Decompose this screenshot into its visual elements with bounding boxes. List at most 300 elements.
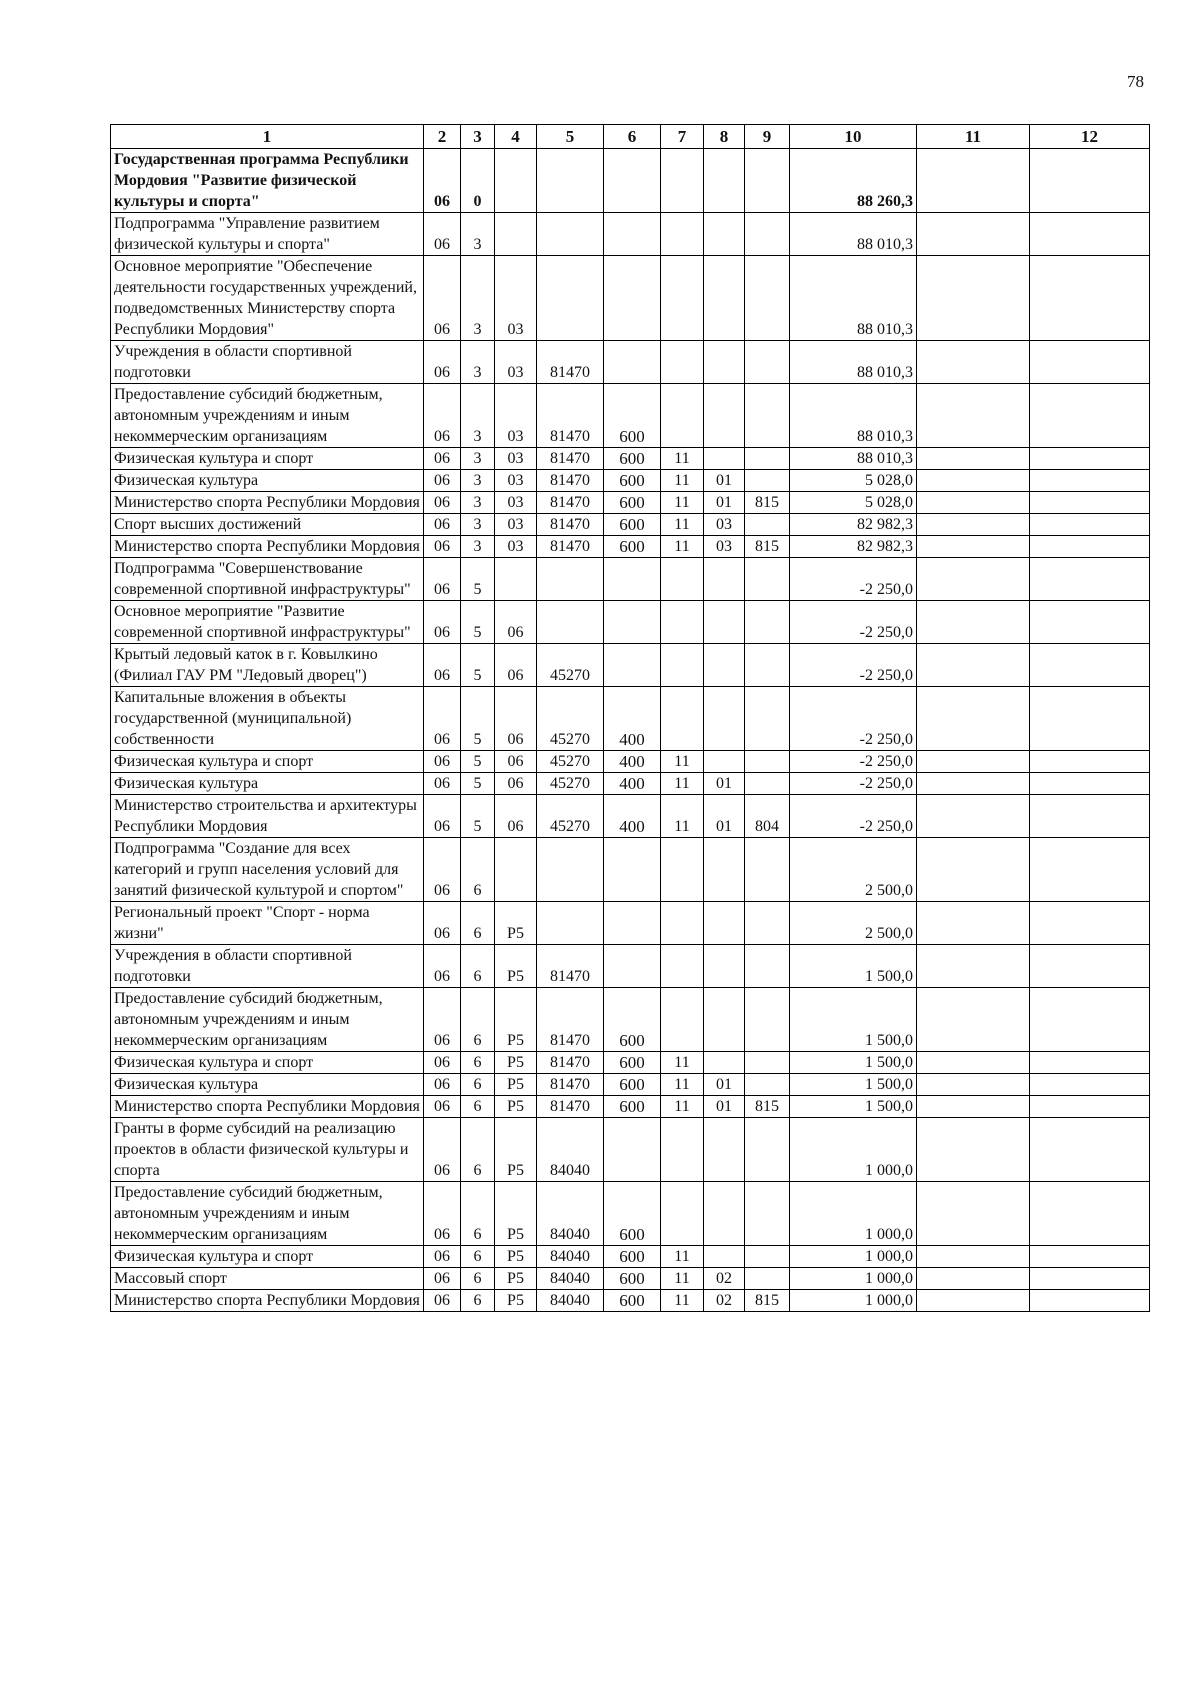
cell-col-6: 600 [604, 492, 661, 514]
cell-col-6 [604, 558, 661, 601]
cell-col-7: 11 [661, 795, 704, 838]
cell-col-12 [1030, 1182, 1150, 1246]
cell-col-8: 02 [704, 1268, 745, 1290]
cell-col-6 [604, 256, 661, 341]
table-header [111, 125, 1150, 149]
cell-col-2: 06 [424, 256, 461, 341]
cell-col-7 [661, 988, 704, 1052]
cell-col-2: 06 [424, 514, 461, 536]
cell-col-3: 3 [461, 384, 495, 448]
cell-name: Капитальные вложения в объекты государственной (муниципальной) собственности [111, 687, 424, 751]
cell-col-7: 11 [661, 1290, 704, 1312]
table-row [111, 213, 1150, 256]
table-row [111, 1268, 1150, 1290]
cell-col-3: 3 [461, 536, 495, 558]
cell-col-2: 06 [424, 1118, 461, 1182]
cell-col-3: 6 [461, 1246, 495, 1268]
cell-col-9: 815 [745, 1096, 790, 1118]
cell-col-11 [917, 1290, 1030, 1312]
cell-col-4: 03 [495, 492, 537, 514]
cell-col-11 [917, 341, 1030, 384]
cell-col-5: 84040 [537, 1246, 604, 1268]
cell-amount: 1 500,0 [790, 1074, 917, 1096]
cell-col-3: 6 [461, 1182, 495, 1246]
cell-col-11 [917, 601, 1030, 644]
cell-col-12 [1030, 149, 1150, 213]
cell-col-9 [745, 149, 790, 213]
cell-col-11 [917, 687, 1030, 751]
cell-col-11 [917, 1074, 1030, 1096]
cell-col-11 [917, 448, 1030, 470]
cell-col-6 [604, 902, 661, 945]
cell-col-8 [704, 149, 745, 213]
cell-col-8 [704, 558, 745, 601]
cell-col-9 [745, 1074, 790, 1096]
cell-name: Региональный проект "Спорт - норма жизни" [111, 902, 424, 945]
cell-col-3: 5 [461, 644, 495, 687]
cell-col-11 [917, 536, 1030, 558]
cell-col-7 [661, 601, 704, 644]
cell-col-7: 11 [661, 1096, 704, 1118]
cell-col-9 [745, 256, 790, 341]
cell-col-12 [1030, 1268, 1150, 1290]
cell-amount: 88 010,3 [790, 213, 917, 256]
table-row [111, 773, 1150, 795]
cell-col-3: 3 [461, 470, 495, 492]
cell-col-11 [917, 773, 1030, 795]
cell-col-2: 06 [424, 945, 461, 988]
cell-col-12 [1030, 536, 1150, 558]
cell-name: Подпрограмма "Управление развитием физической культуры и спорта" [111, 213, 424, 256]
cell-col-6 [604, 149, 661, 213]
cell-col-5 [537, 256, 604, 341]
cell-col-6: 600 [604, 1182, 661, 1246]
cell-col-7: 11 [661, 492, 704, 514]
cell-col-5: 45270 [537, 644, 604, 687]
cell-col-6: 600 [604, 1290, 661, 1312]
cell-amount: 5 028,0 [790, 470, 917, 492]
cell-col-2: 06 [424, 149, 461, 213]
cell-amount: 2 500,0 [790, 902, 917, 945]
cell-col-2: 06 [424, 1074, 461, 1096]
cell-col-3: 6 [461, 1268, 495, 1290]
cell-col-12 [1030, 838, 1150, 902]
cell-col-8 [704, 644, 745, 687]
cell-col-12 [1030, 1290, 1150, 1312]
cell-amount: 88 010,3 [790, 341, 917, 384]
cell-col-6: 600 [604, 1268, 661, 1290]
cell-col-5: 81470 [537, 341, 604, 384]
cell-col-6: 400 [604, 751, 661, 773]
cell-col-7: 11 [661, 1268, 704, 1290]
cell-name: Министерство спорта Республики Мордовия [111, 536, 424, 558]
cell-amount: 5 028,0 [790, 492, 917, 514]
cell-col-12 [1030, 773, 1150, 795]
cell-col-7 [661, 213, 704, 256]
cell-col-12 [1030, 470, 1150, 492]
cell-col-4: P5 [495, 1052, 537, 1074]
cell-col-6 [604, 945, 661, 988]
cell-col-2: 06 [424, 448, 461, 470]
cell-col-11 [917, 384, 1030, 448]
cell-col-7: 11 [661, 751, 704, 773]
cell-col-3: 6 [461, 988, 495, 1052]
cell-col-6: 400 [604, 773, 661, 795]
cell-col-9 [745, 213, 790, 256]
cell-col-11 [917, 644, 1030, 687]
cell-col-6 [604, 341, 661, 384]
col-header: 2 [424, 125, 461, 149]
cell-col-2: 06 [424, 1290, 461, 1312]
cell-col-7 [661, 644, 704, 687]
table-row [111, 1246, 1150, 1268]
cell-name: Государственная программа Республики Мордовия "Развитие физической культуры и спорта" [111, 149, 424, 213]
cell-col-11 [917, 838, 1030, 902]
col-header: 12 [1030, 125, 1150, 149]
cell-col-6: 600 [604, 384, 661, 448]
cell-col-5: 45270 [537, 773, 604, 795]
cell-col-12 [1030, 384, 1150, 448]
cell-col-2: 06 [424, 902, 461, 945]
cell-col-5: 81470 [537, 470, 604, 492]
cell-col-7 [661, 838, 704, 902]
col-header: 11 [917, 125, 1030, 149]
cell-col-4: P5 [495, 1246, 537, 1268]
cell-col-9: 815 [745, 1290, 790, 1312]
table-row [111, 1118, 1150, 1182]
cell-col-5: 81470 [537, 988, 604, 1052]
cell-name: Физическая культура и спорт [111, 448, 424, 470]
col-header: 1 [111, 125, 424, 149]
cell-col-6: 600 [604, 1052, 661, 1074]
cell-col-5 [537, 213, 604, 256]
cell-col-3: 6 [461, 1118, 495, 1182]
cell-col-8 [704, 945, 745, 988]
cell-col-8: 01 [704, 470, 745, 492]
cell-col-6: 600 [604, 1096, 661, 1118]
cell-amount: 1 000,0 [790, 1118, 917, 1182]
cell-col-7 [661, 902, 704, 945]
cell-col-12 [1030, 644, 1150, 687]
cell-col-3: 5 [461, 601, 495, 644]
cell-col-9 [745, 1182, 790, 1246]
cell-col-9 [745, 1246, 790, 1268]
cell-col-7 [661, 945, 704, 988]
cell-col-3: 3 [461, 213, 495, 256]
table-row [111, 558, 1150, 601]
cell-col-5: 81470 [537, 448, 604, 470]
table-row [111, 256, 1150, 341]
cell-amount: 82 982,3 [790, 536, 917, 558]
cell-col-11 [917, 256, 1030, 341]
table-row [111, 536, 1150, 558]
cell-col-5: 81470 [537, 384, 604, 448]
cell-col-2: 06 [424, 536, 461, 558]
header-row [111, 125, 1150, 149]
cell-col-9 [745, 448, 790, 470]
cell-amount: 2 500,0 [790, 838, 917, 902]
table-row [111, 644, 1150, 687]
cell-col-2: 06 [424, 558, 461, 601]
cell-col-7: 11 [661, 773, 704, 795]
table-row [111, 341, 1150, 384]
cell-name: Предоставление субсидий бюджетным, автономным учреждениям и иным некоммерческим организациям [111, 988, 424, 1052]
cell-col-4: 06 [495, 795, 537, 838]
page-number: 78 [1127, 72, 1144, 91]
cell-col-11 [917, 213, 1030, 256]
cell-col-4: P5 [495, 1074, 537, 1096]
table-row [111, 1290, 1150, 1312]
cell-col-7: 11 [661, 1246, 704, 1268]
cell-col-8 [704, 1246, 745, 1268]
cell-col-2: 06 [424, 341, 461, 384]
cell-col-2: 06 [424, 1052, 461, 1074]
table-row [111, 1052, 1150, 1074]
cell-col-12 [1030, 1052, 1150, 1074]
cell-name: Крытый ледовый каток в г. Ковылкино (Филиал ГАУ РМ "Ледовый дворец") [111, 644, 424, 687]
cell-amount: -2 250,0 [790, 795, 917, 838]
cell-col-12 [1030, 795, 1150, 838]
cell-col-8: 03 [704, 536, 745, 558]
cell-col-12 [1030, 902, 1150, 945]
cell-col-9 [745, 945, 790, 988]
cell-col-7 [661, 149, 704, 213]
cell-col-2: 06 [424, 687, 461, 751]
cell-col-4: 06 [495, 601, 537, 644]
cell-col-5: 81470 [537, 514, 604, 536]
cell-col-5 [537, 838, 604, 902]
table-row [111, 1096, 1150, 1118]
table-row [111, 902, 1150, 945]
cell-amount: 1 000,0 [790, 1268, 917, 1290]
cell-col-6: 400 [604, 795, 661, 838]
cell-col-12 [1030, 1096, 1150, 1118]
cell-col-8: 03 [704, 514, 745, 536]
cell-col-4: 03 [495, 448, 537, 470]
cell-col-2: 06 [424, 795, 461, 838]
cell-col-6 [604, 838, 661, 902]
cell-col-2: 06 [424, 470, 461, 492]
cell-col-4: P5 [495, 1290, 537, 1312]
cell-col-9 [745, 644, 790, 687]
table-row [111, 687, 1150, 751]
cell-col-12 [1030, 448, 1150, 470]
cell-col-9: 815 [745, 536, 790, 558]
cell-col-8 [704, 902, 745, 945]
table-row [111, 601, 1150, 644]
cell-col-9 [745, 1052, 790, 1074]
cell-col-12 [1030, 1246, 1150, 1268]
cell-name: Учреждения в области спортивной подготовки [111, 945, 424, 988]
cell-col-2: 06 [424, 773, 461, 795]
cell-col-9 [745, 514, 790, 536]
cell-col-4: 03 [495, 470, 537, 492]
cell-amount: 1 500,0 [790, 988, 917, 1052]
cell-amount: 1 000,0 [790, 1182, 917, 1246]
cell-name: Основное мероприятие "Развитие современной спортивной инфраструктуры" [111, 601, 424, 644]
cell-col-5 [537, 601, 604, 644]
cell-col-4: 06 [495, 751, 537, 773]
cell-amount: -2 250,0 [790, 644, 917, 687]
cell-name: Подпрограмма "Совершенствование современной спортивной инфраструктуры" [111, 558, 424, 601]
cell-name: Физическая культура и спорт [111, 751, 424, 773]
cell-col-3: 5 [461, 687, 495, 751]
table-row [111, 988, 1150, 1052]
cell-col-8 [704, 384, 745, 448]
cell-col-3: 5 [461, 795, 495, 838]
cell-col-3: 3 [461, 492, 495, 514]
table-row [111, 384, 1150, 448]
col-header: 3 [461, 125, 495, 149]
cell-col-2: 06 [424, 213, 461, 256]
cell-col-7: 11 [661, 1074, 704, 1096]
cell-amount: -2 250,0 [790, 773, 917, 795]
table-row [111, 470, 1150, 492]
cell-col-4: 03 [495, 536, 537, 558]
cell-col-12 [1030, 687, 1150, 751]
cell-col-2: 06 [424, 751, 461, 773]
cell-col-7: 11 [661, 514, 704, 536]
cell-amount: 1 000,0 [790, 1246, 917, 1268]
cell-col-2: 06 [424, 644, 461, 687]
cell-amount: -2 250,0 [790, 751, 917, 773]
cell-name: Физическая культура [111, 470, 424, 492]
cell-name: Предоставление субсидий бюджетным, автономным учреждениям и иным некоммерческим организациям [111, 384, 424, 448]
cell-name: Физическая культура [111, 1074, 424, 1096]
cell-col-9 [745, 838, 790, 902]
cell-col-7: 11 [661, 448, 704, 470]
cell-col-8 [704, 1182, 745, 1246]
cell-name: Учреждения в области спортивной подготовки [111, 341, 424, 384]
cell-col-11 [917, 1118, 1030, 1182]
cell-col-11 [917, 1268, 1030, 1290]
cell-col-12 [1030, 213, 1150, 256]
cell-col-9 [745, 1268, 790, 1290]
cell-col-9 [745, 1118, 790, 1182]
cell-col-3: 6 [461, 1290, 495, 1312]
cell-col-11 [917, 1182, 1030, 1246]
cell-col-12 [1030, 751, 1150, 773]
cell-col-8: 01 [704, 1074, 745, 1096]
cell-col-12 [1030, 1074, 1150, 1096]
cell-col-2: 06 [424, 988, 461, 1052]
cell-col-2: 06 [424, 1182, 461, 1246]
cell-col-8 [704, 213, 745, 256]
cell-col-6 [604, 213, 661, 256]
cell-col-3: 3 [461, 514, 495, 536]
cell-col-4 [495, 149, 537, 213]
table-row [111, 1074, 1150, 1096]
cell-col-5: 81470 [537, 1096, 604, 1118]
col-header: 10 [790, 125, 917, 149]
cell-col-4: P5 [495, 902, 537, 945]
cell-col-4 [495, 213, 537, 256]
cell-name: Министерство спорта Республики Мордовия [111, 1290, 424, 1312]
cell-col-8 [704, 687, 745, 751]
cell-col-4: P5 [495, 1096, 537, 1118]
cell-col-3: 5 [461, 558, 495, 601]
cell-col-8: 01 [704, 795, 745, 838]
col-header: 9 [745, 125, 790, 149]
cell-col-5 [537, 149, 604, 213]
cell-col-12 [1030, 1118, 1150, 1182]
cell-col-7 [661, 1118, 704, 1182]
cell-col-7 [661, 256, 704, 341]
cell-col-5 [537, 558, 604, 601]
cell-col-3: 6 [461, 1096, 495, 1118]
cell-amount: 1 500,0 [790, 1052, 917, 1074]
cell-col-6 [604, 1118, 661, 1182]
cell-col-12 [1030, 492, 1150, 514]
cell-name: Спорт высших достижений [111, 514, 424, 536]
cell-col-3: 6 [461, 1074, 495, 1096]
cell-amount: 88 260,3 [790, 149, 917, 213]
cell-col-9 [745, 384, 790, 448]
cell-col-6: 600 [604, 988, 661, 1052]
cell-col-12 [1030, 601, 1150, 644]
cell-name: Подпрограмма "Создание для всех категорий и групп населения условий для занятий физической культурой и спортом" [111, 838, 424, 902]
cell-col-5 [537, 902, 604, 945]
cell-col-7 [661, 558, 704, 601]
cell-col-7: 11 [661, 1052, 704, 1074]
cell-col-11 [917, 492, 1030, 514]
cell-col-12 [1030, 256, 1150, 341]
cell-col-6: 600 [604, 470, 661, 492]
cell-col-4: 03 [495, 256, 537, 341]
cell-col-2: 06 [424, 1096, 461, 1118]
cell-col-11 [917, 1246, 1030, 1268]
cell-col-4: 03 [495, 341, 537, 384]
cell-col-4 [495, 838, 537, 902]
cell-amount: -2 250,0 [790, 601, 917, 644]
cell-col-5: 81470 [537, 1052, 604, 1074]
cell-col-11 [917, 988, 1030, 1052]
cell-col-5: 45270 [537, 751, 604, 773]
cell-amount: 1 500,0 [790, 1096, 917, 1118]
cell-col-9 [745, 773, 790, 795]
cell-col-9 [745, 988, 790, 1052]
cell-col-3: 6 [461, 838, 495, 902]
cell-col-2: 06 [424, 1268, 461, 1290]
cell-col-9 [745, 341, 790, 384]
cell-col-11 [917, 149, 1030, 213]
cell-col-9: 804 [745, 795, 790, 838]
cell-col-5: 45270 [537, 795, 604, 838]
cell-col-3: 3 [461, 256, 495, 341]
budget-table [110, 124, 1150, 1312]
cell-col-3: 6 [461, 1052, 495, 1074]
cell-col-9 [745, 687, 790, 751]
cell-col-5: 84040 [537, 1268, 604, 1290]
table-body [111, 149, 1150, 1312]
col-header: 5 [537, 125, 604, 149]
col-header: 7 [661, 125, 704, 149]
cell-col-11 [917, 470, 1030, 492]
cell-col-9 [745, 902, 790, 945]
cell-col-7: 11 [661, 470, 704, 492]
col-header: 4 [495, 125, 537, 149]
table-row [111, 838, 1150, 902]
cell-col-11 [917, 1052, 1030, 1074]
cell-col-2: 06 [424, 1246, 461, 1268]
cell-col-5: 45270 [537, 687, 604, 751]
cell-name: Министерство спорта Республики Мордовия [111, 492, 424, 514]
cell-col-6 [604, 644, 661, 687]
table-row [111, 448, 1150, 470]
table-row [111, 795, 1150, 838]
cell-amount: 1 000,0 [790, 1290, 917, 1312]
cell-col-9 [745, 470, 790, 492]
